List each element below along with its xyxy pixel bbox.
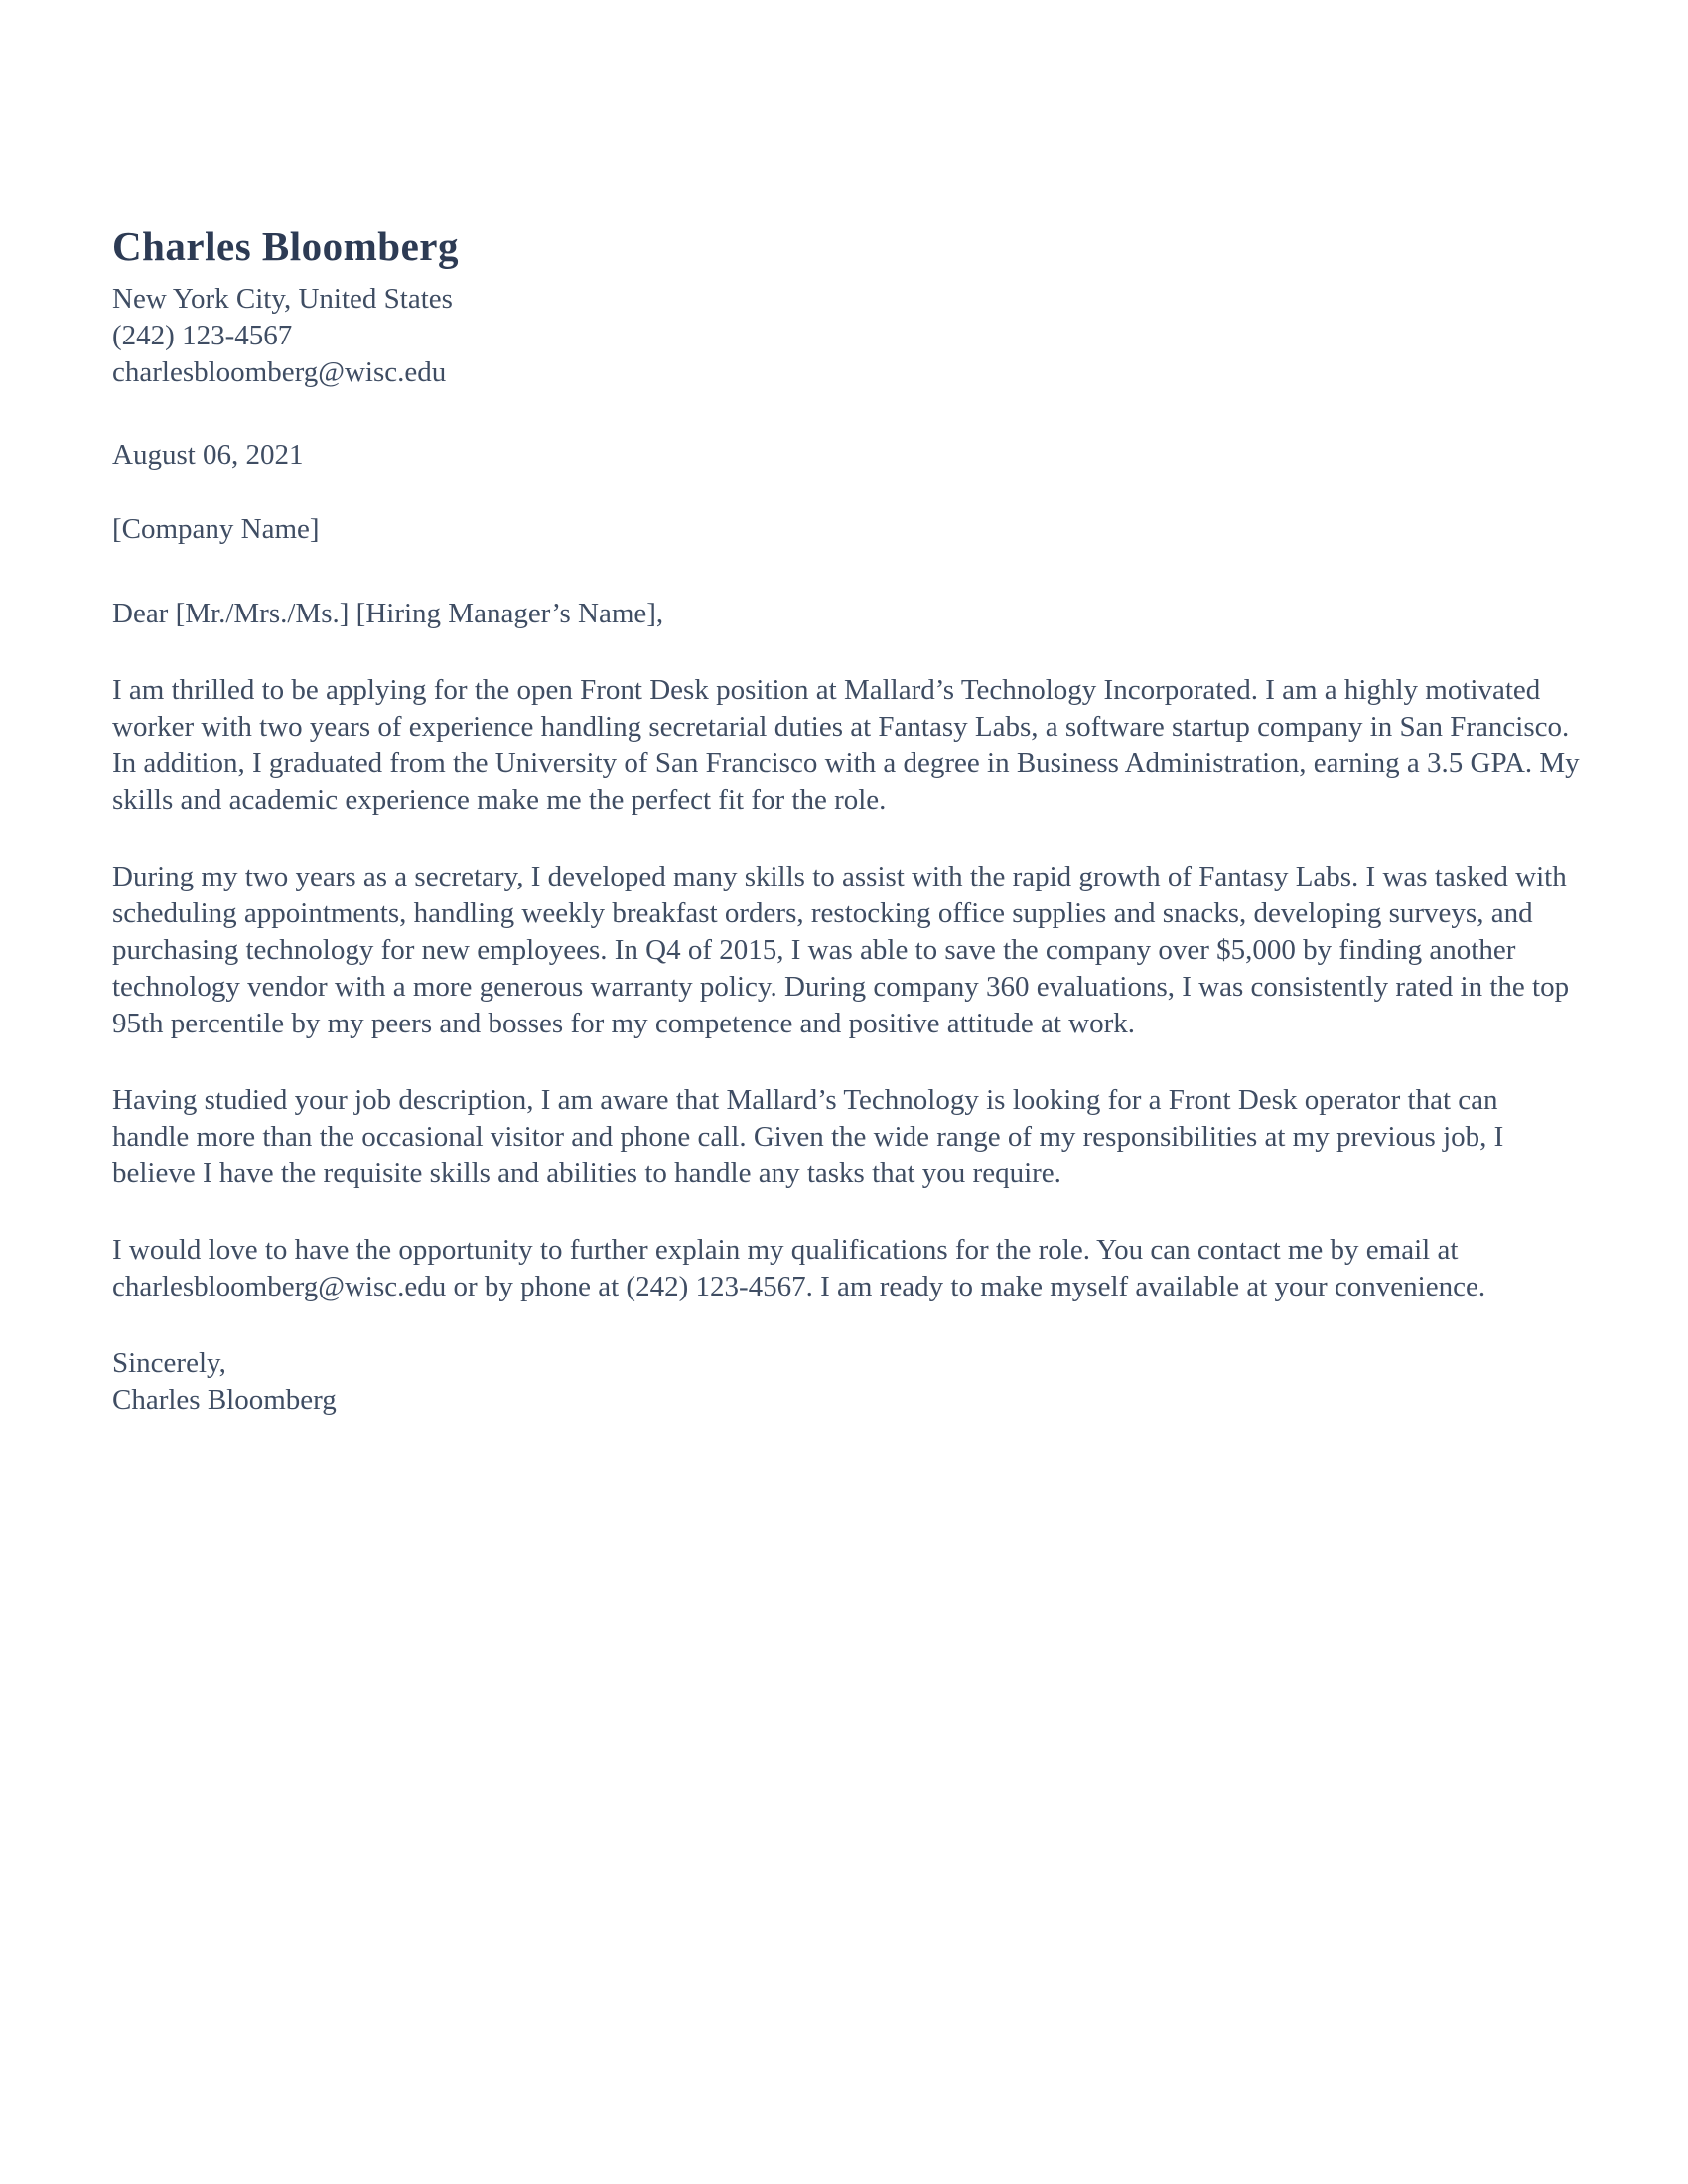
sender-email: charlesbloomberg@wisc.edu [112,356,447,388]
letter-date: August 06, 2021 [112,439,304,471]
sender-phone: (242) 123-4567 [112,320,293,351]
sender-location: New York City, United States [112,283,453,315]
body-paragraph-contact: I would love to have the opportunity to further explain my qualifications for the role. You can contact me by email at charlesbloomberg@wisc.edu or by phone at (242) 123-4567. I am ready to make myself available at your convenience. [112,1234,1486,1302]
salutation: Dear [Mr./Mrs./Ms.] [Hiring Manager’s Name], [112,598,664,629]
sender-name-title: Charles Bloomberg [112,223,459,269]
closing-salutation: Sincerely, [112,1347,226,1379]
sender-contact-block [112,281,1581,391]
body-paragraph-intro: I am thrilled to be applying for the open Front Desk position at Mallard’s Technology Incorporated. I am a highly motivated worker with two years of experience handling secretarial duties at Fantasy Labs, a software startup company in San Francisco. In addition, I graduated from the University of San Francisco with a degree in Business Administration, earning a 3.5 GPA. My skills and academic experience make me the perfect fit for the role. [112,674,1580,816]
signature-name: Charles Bloomberg [112,1384,337,1416]
letter-body [112,672,1581,1305]
body-paragraph-experience: During my two years as a secretary, I developed many skills to assist with the rapid growth of Fantasy Labs. I was tasked with scheduling appointments, handling weekly breakfast orders, restocking office supplies and snacks, developing surveys, and purchasing technology for new employees. In Q4 of 2015, I was able to save the company over $5,000 by finding another technology vendor with a more generous warranty policy. During company 360 evaluations, I was consistently rated in the top 95th percentile by my peers and bosses for my competence and positive attitude at work. [112,861,1570,1039]
body-paragraph-fit: Having studied your job description, I am aware that Mallard’s Technology is looking for a Front Desk operator that can handle more than the occasional visitor and phone call. Given the wide range of my responsibilities at my previous job, I believe I have the requisite skills and abilities to handle any tasks that you require. [112,1084,1504,1189]
letter-closing-block [112,1345,1581,1419]
recipient-company-placeholder: [Company Name] [112,513,320,545]
